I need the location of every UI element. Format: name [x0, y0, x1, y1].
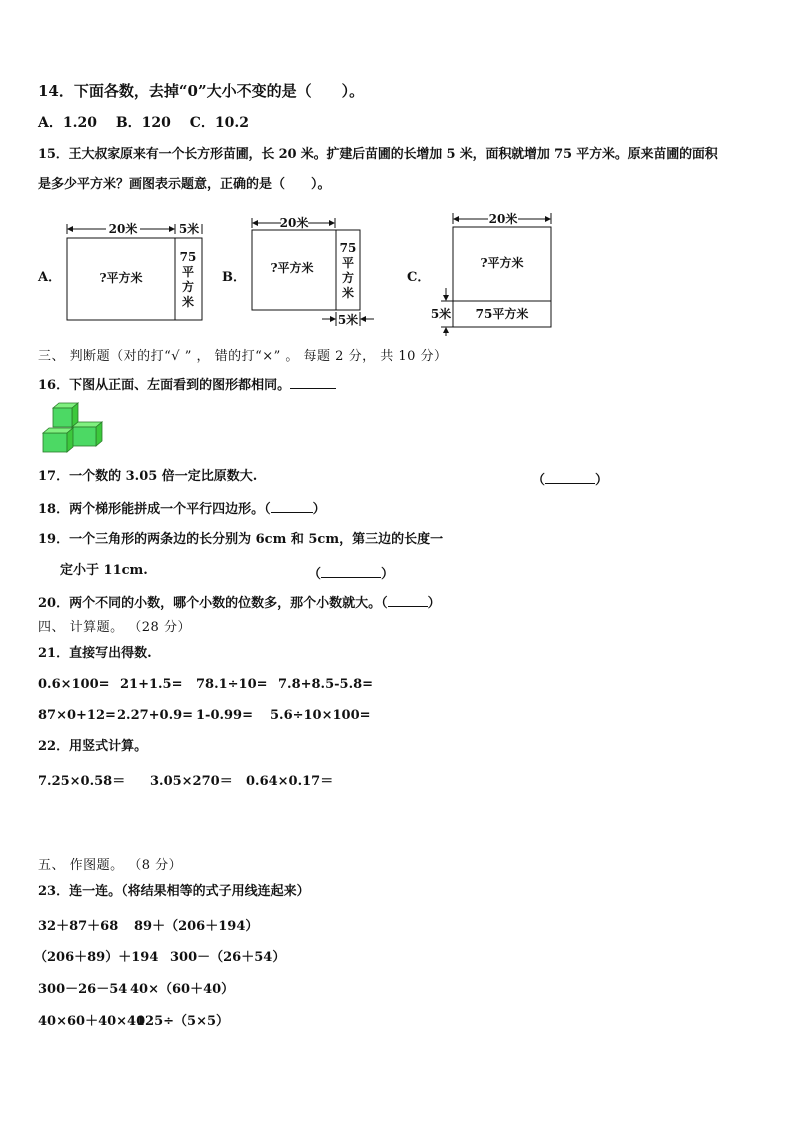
- section-4-title: 四、 计算题。 （28 分）: [38, 620, 191, 635]
- fig-a-ext-area-2: 平: [181, 265, 195, 279]
- fig-a-right-length: 5米: [178, 222, 200, 236]
- q23-row: [38, 1010, 229, 1029]
- q19-answer-paren: （ ）: [308, 567, 395, 582]
- fig-b-ext-area-2: 平: [341, 256, 355, 270]
- fig-c-side-length: 5米: [430, 307, 452, 321]
- q21-item: 87×0+12=: [38, 708, 116, 723]
- q23-right-expr[interactable]: 125÷（5×5）: [136, 1014, 230, 1029]
- fig-a-main-area: ?平方米: [99, 271, 143, 285]
- q15-figure-a: [60, 218, 210, 328]
- q21-row-1: [38, 677, 373, 692]
- q23-right-expr[interactable]: 40×（60＋40）: [130, 982, 235, 997]
- q14-options: A．1.20 B．120 C．10.2: [38, 115, 250, 131]
- q21-item: 0.6×100=: [38, 677, 110, 692]
- fig-b-ext-area-4: 米: [341, 286, 355, 300]
- fig-b-ext-area-1: 75: [339, 241, 357, 255]
- q19-question-line1: 19．一个三角形的两条边的长分别为 6cm 和 5cm，第三边的长度一: [38, 532, 444, 547]
- fig-b-top-length: 20米: [279, 216, 309, 230]
- q21-item: 21+1.5=: [120, 677, 183, 692]
- q23-left-expr[interactable]: （206＋89）＋194: [34, 950, 159, 965]
- q15-figure-b: [248, 212, 378, 332]
- fig-a-ext-area-4: 米: [181, 295, 195, 309]
- q15-question-line1: 15．王大叔家原来有一个长方形苗圃，长 20 米。扩建后苗圃的长增加 5 米，面积就增加 75 平方米。原来苗圃的面积: [38, 147, 718, 162]
- section-5-title: 五、 作图题。 （8 分）: [38, 858, 183, 873]
- q21-item: 2.27+0.9=: [117, 708, 194, 723]
- fig-b-bottom-length: 5米: [337, 313, 359, 327]
- q19-question-line2: 定小于 11cm.: [60, 563, 148, 578]
- q23-left-expr[interactable]: 300－26－54: [38, 982, 128, 997]
- fig-c-main-area: ?平方米: [480, 256, 524, 270]
- q15-option-a-label: A．: [38, 270, 62, 285]
- q16-question: [38, 376, 336, 394]
- q23-row: [38, 978, 234, 997]
- q18-answer-blank[interactable]: [271, 500, 313, 513]
- q18-question: 18．两个梯形能拼成一个平行四边形。（ ）: [38, 502, 326, 517]
- q23-left-expr[interactable]: 40×60＋40×40: [38, 1014, 146, 1029]
- q23-question: 23．连一连。（将结果相等的式子用线连起来）: [38, 884, 310, 899]
- fig-a-ext-area-1: 75: [179, 250, 197, 264]
- q15-question-line2: 是多少平方米？画图表示题意，正确的是（ ）。: [38, 177, 331, 192]
- q20-answer-blank[interactable]: [388, 594, 428, 607]
- fig-a-top-length: 20米: [108, 222, 138, 236]
- fig-c-ext-area: 75平方米: [475, 307, 529, 321]
- section-3-title: 三、 判断题（对的打“√ ” ， 错的打“×” 。 每题 2 分， 共 10 分）: [38, 349, 448, 364]
- q17-answer-paren: （ ）: [532, 473, 609, 488]
- q21-question: 21．直接写出得数.: [38, 646, 152, 661]
- q21-item: 5.6÷10×100=: [270, 708, 371, 723]
- q22-row: [38, 770, 333, 789]
- q14-question: 14．下面各数，去掉“0”大小不变的是（ ）。: [38, 82, 365, 100]
- q22-item: 0.64×0.17＝: [246, 774, 334, 789]
- fig-c-top-length: 20米: [488, 212, 518, 226]
- q20-question: 20．两个不同的小数，哪个小数的位数多，那个小数就大。（ ）: [38, 596, 441, 611]
- q23-right-expr[interactable]: 89＋（206＋194）: [134, 919, 259, 934]
- q23-right-expr[interactable]: 300－（26＋54）: [170, 950, 286, 965]
- q15-option-b-label: B．: [222, 270, 246, 285]
- q16-answer-blank[interactable]: [290, 376, 336, 389]
- q21-item: 7.8+8.5-5.8=: [278, 677, 374, 692]
- fig-b-main-area: ?平方米: [270, 261, 314, 275]
- q21-item: 1-0.99=: [196, 708, 253, 723]
- q22-item: 7.25×0.58＝: [38, 774, 126, 789]
- fig-a-ext-area-3: 方: [181, 280, 195, 294]
- q15-figure-c: [428, 208, 558, 338]
- q22-question: 22．用竖式计算。: [38, 739, 148, 754]
- q22-item: 3.05×270＝: [150, 774, 233, 789]
- q21-item: 78.1÷10=: [196, 677, 268, 692]
- q15-option-c-label: C．: [407, 270, 431, 285]
- fig-b-ext-area-3: 方: [341, 271, 355, 285]
- q23-row: [34, 946, 285, 965]
- q21-row-2: [38, 708, 371, 723]
- q23-row: [38, 915, 258, 934]
- q16-text: 16．下图从正面、左面看到的图形都相同。: [38, 378, 291, 393]
- q16-cube-figure: [40, 400, 106, 455]
- q19-answer-blank[interactable]: [321, 565, 381, 578]
- q23-left-expr[interactable]: 32＋87＋68: [38, 919, 119, 934]
- q17-question: 17．一个数的 3.05 倍一定比原数大.: [38, 469, 258, 484]
- q17-answer-blank[interactable]: [545, 471, 595, 484]
